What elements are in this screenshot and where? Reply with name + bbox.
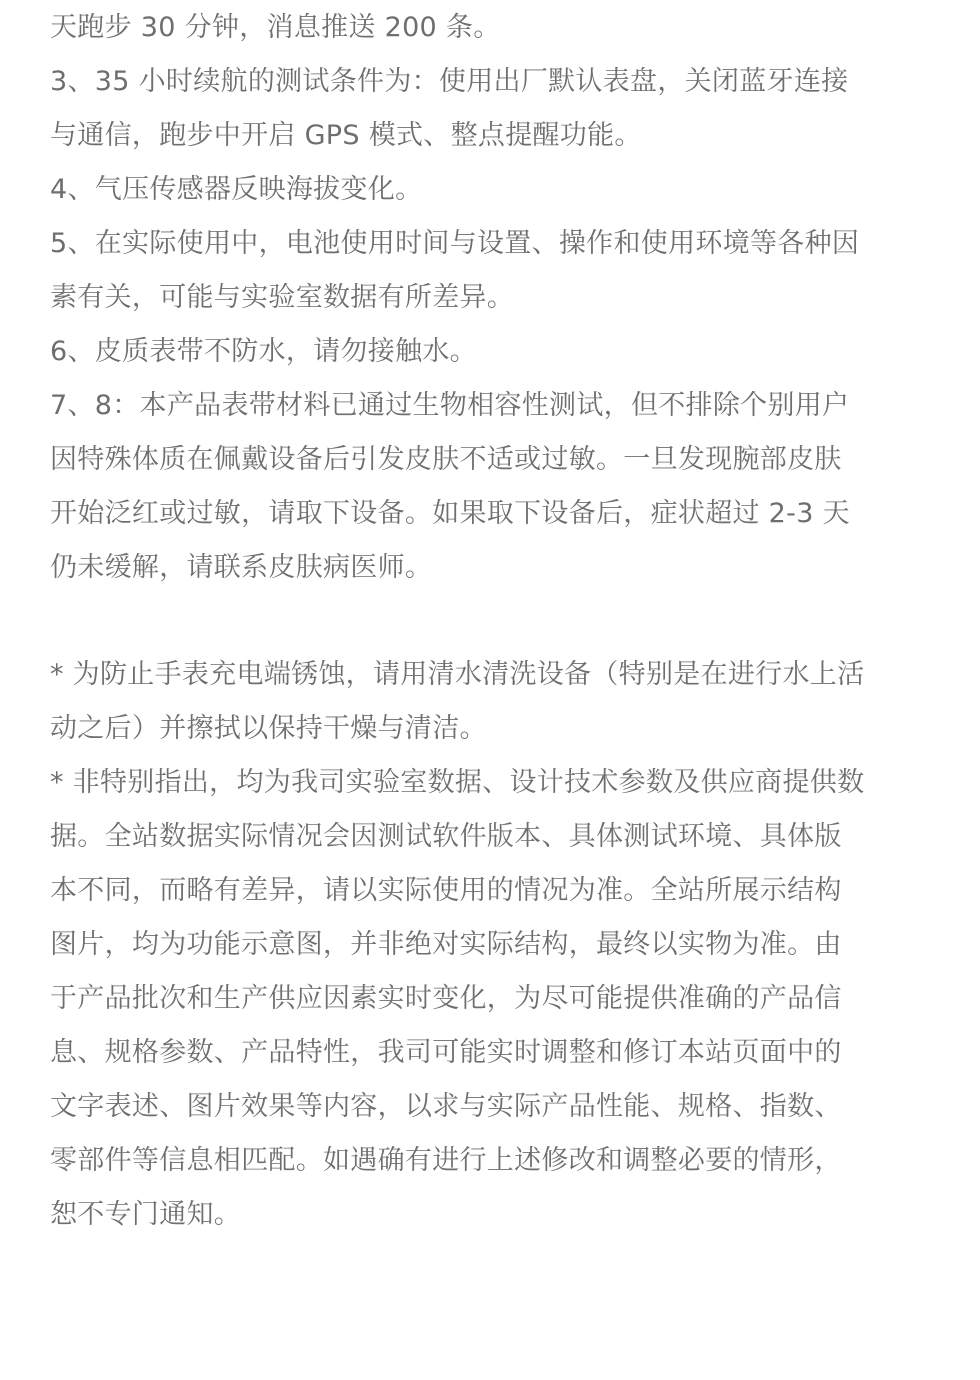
disclaimer-line: 本不同，而略有差异，请以实际使用的情况为准。全站所展示结构 xyxy=(50,875,842,906)
footnote-line: 仍未缓解，请联系皮肤病医师。 xyxy=(50,552,433,583)
footnote-line: 因特殊体质在佩戴设备后引发皮肤不适或过敏。一旦发现腕部皮肤 xyxy=(50,444,842,475)
disclaimer-line: * 非特别指出，均为我司实验室数据、设计技术参数及供应商提供数 xyxy=(50,767,865,798)
disclaimer-line: 动之后）并擦拭以保持干燥与清洁。 xyxy=(50,713,487,744)
footnote-line: 开始泛红或过敏，请取下设备。如果取下设备后，症状超过 2-3 天 xyxy=(50,498,850,529)
footnote-line: 天跑步 30 分钟，消息推送 200 条。 xyxy=(50,12,501,43)
disclaimer-line: 恕不专门通知。 xyxy=(50,1199,242,1230)
disclaimer-line: 零部件等信息相匹配。如遇确有进行上述修改和调整必要的情形， xyxy=(50,1145,842,1176)
footnote-page xyxy=(50,0,950,1380)
disclaimer-line: 据。全站数据实际情况会因测试软件版本、具体测试环境、具体版 xyxy=(50,821,842,852)
footnote-line: 素有关，可能与实验室数据有所差异。 xyxy=(50,282,515,313)
footnote-line: 4、气压传感器反映海拔变化。 xyxy=(50,174,423,205)
disclaimer-line: 息、规格参数、产品特性，我司可能实时调整和修订本站页面中的 xyxy=(50,1037,842,1068)
footnote-line: 6、皮质表带不防水，请勿接触水。 xyxy=(50,336,477,367)
disclaimer-line: 图片，均为功能示意图，并非绝对实际结构，最终以实物为准。由 xyxy=(50,929,842,960)
disclaimer-line: 于产品批次和生产供应因素实时变化，为尽可能提供准确的产品信 xyxy=(50,983,842,1014)
footnote-line: 5、在实际使用中，电池使用时间与设置、操作和使用环境等各种因 xyxy=(50,228,860,259)
footnote-line: 3、35 小时续航的测试条件为：使用出厂默认表盘，关闭蓝牙连接 xyxy=(50,66,849,97)
footnote-line: 7、8：本产品表带材料已通过生物相容性测试，但不排除个别用户 xyxy=(50,390,850,421)
disclaimer-line: 文字表述、图片效果等内容，以求与实际产品性能、规格、指数、 xyxy=(50,1091,842,1122)
disclaimer-line: * 为防止手表充电端锈蚀，请用清水清洗设备（特别是在进行水上活 xyxy=(50,659,865,690)
footnote-line: 与通信，跑步中开启 GPS 模式、整点提醒功能。 xyxy=(50,120,642,151)
